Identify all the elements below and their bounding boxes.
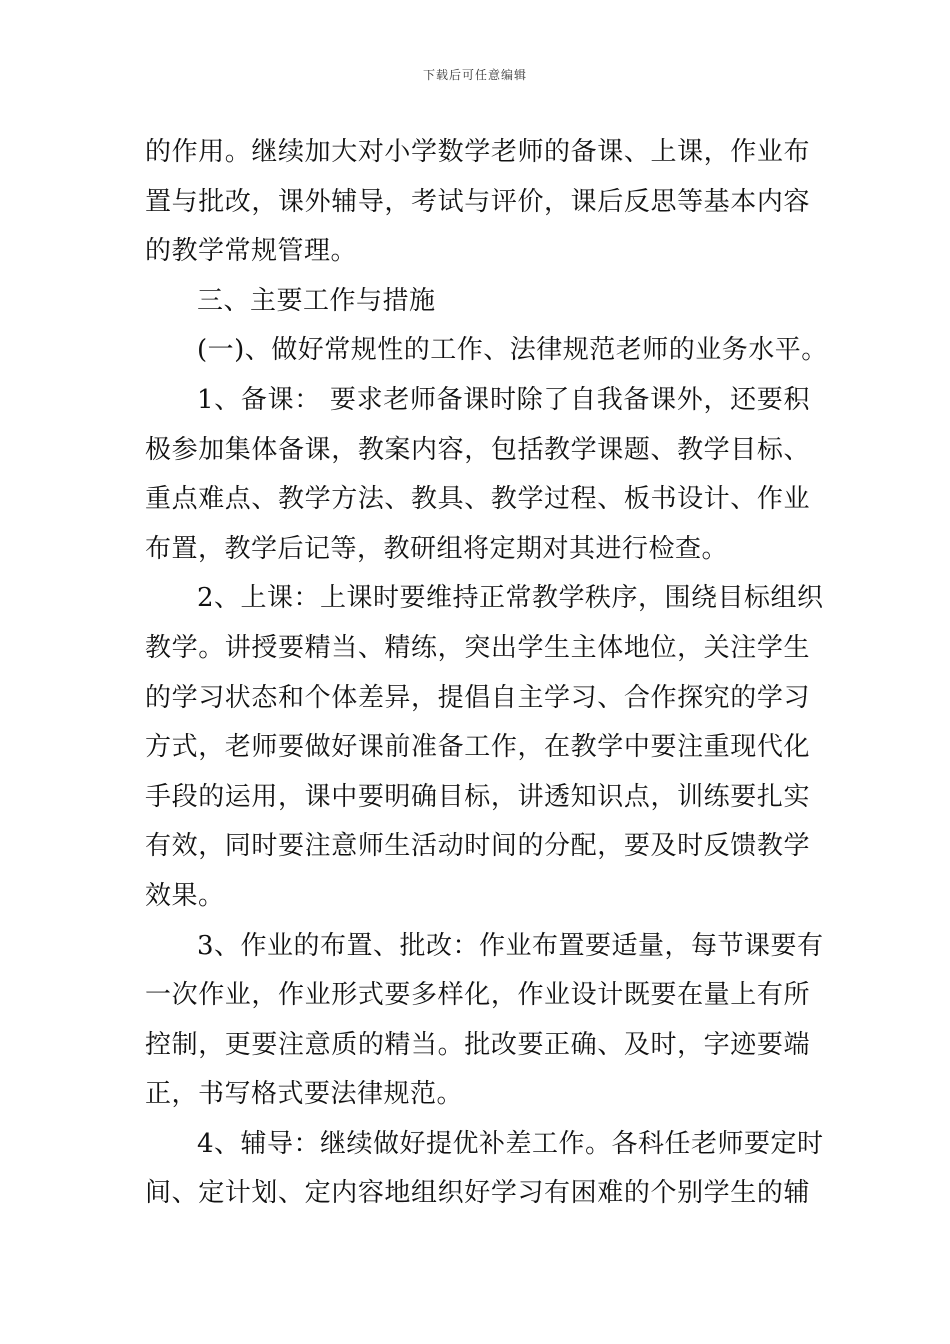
text-line: 正，书写格式要法律规范。 [145, 1079, 464, 1110]
text-line: 有效，同时要注意师生活动时间的分配，要及时反馈教学 [145, 831, 810, 862]
text-line: 一次作业，作业形式要多样化，作业设计既要在量上有所 [145, 980, 810, 1011]
header-note: 下载后可任意编辑 [422, 68, 527, 82]
text-line: 2、上课：上课时要维持正常教学秩序，围绕目标组织 [197, 583, 824, 614]
text-line: 方式，老师要做好课前准备工作，在教学中要注重现代化 [145, 732, 810, 763]
text-line: 教学。讲授要精当、精练，突出学生主体地位，关注学生 [145, 632, 810, 663]
text-line: 的教学常规管理。 [145, 236, 358, 267]
text-line: 的学习状态和个体差异，提倡自主学习、合作探究的学习 [145, 682, 810, 713]
text-line: 手段的运用，课中要明确目标，讲透知识点，训练要扎实 [145, 781, 810, 812]
text-line: 的作用。继续加大对小学数学老师的备课、上课，作业布 [145, 137, 810, 167]
subsection-heading: (一)、做好常规性的工作、法律规范老师的业务水平。 [197, 335, 828, 366]
body-text [145, 128, 828, 1219]
text-line: 布置，教学后记等，教研组将定期对其进行检查。 [145, 533, 729, 564]
text-line: 控制，更要注意质的精当。批改要正确、及时，字迹要端 [145, 1029, 810, 1060]
text-line: 效果。 [145, 880, 225, 911]
text-line: 3、作业的布置、批改：作业布置要适量，每节课要有 [197, 930, 824, 961]
text-line: 间、定计划、定内容地组织好学习有困难的个别学生的辅 [145, 1178, 810, 1209]
text-line: 重点难点、教学方法、教具、教学过程、板书设计、作业 [145, 484, 810, 515]
section-heading: 三、主要工作与措施 [197, 285, 436, 316]
text-line: 4、辅导：继续做好提优补差工作。各科任老师要定时 [197, 1128, 824, 1159]
text-line: 极参加集体备课，教案内容，包括教学课题、教学目标、 [145, 434, 810, 465]
text-line: 置与批改，课外辅导，考试与评价，课后反思等基本内容 [145, 186, 810, 217]
text-line: 1、备课： 要求老师备课时除了自我备课外，还要积 [197, 384, 810, 415]
